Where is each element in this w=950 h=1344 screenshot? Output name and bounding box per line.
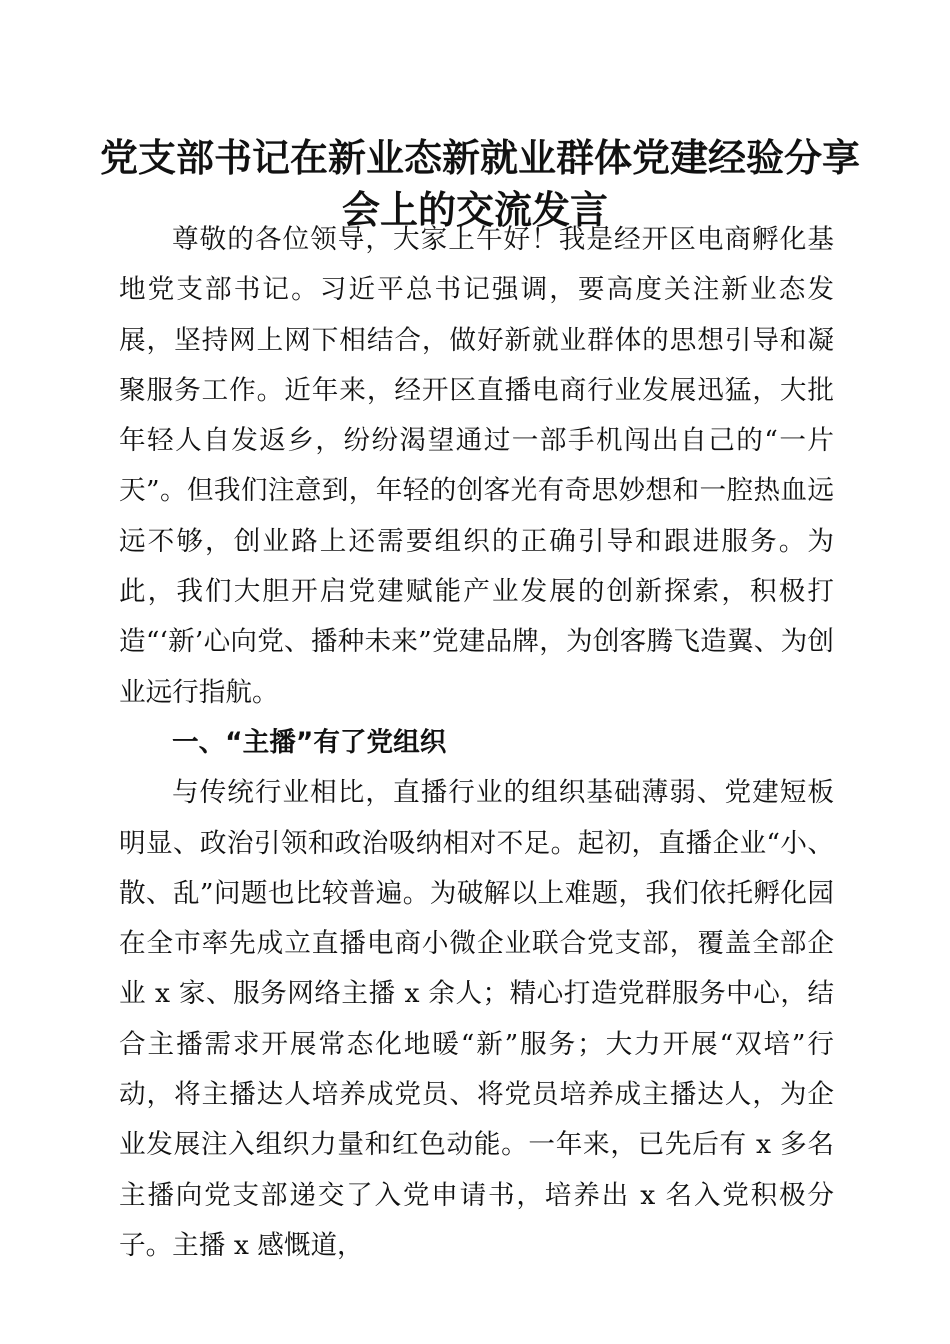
paragraph-section-1: 与传统行业相比，直播行业的组织基础薄弱、党建短板明显、政治引领和政治吸纳相对不足。起初，直播企业“小、散、乱”问题也比较普遍。为破解以上难题，我们依托孵化园在全市率先成立直播电商小微企业联合党支部，覆盖全部企业 x 家、服务网络主播 x 余人；精心打造党群服务中心，结合主播需求开展常态化地暖“新”服务；大力开展“双培”行动，将主播达人培养成党员、将党员培养成主播达人，为企业发展注入组织力量和红色动能。一年来，已先后有 x 多名主播向党支部递交了入党申请书，培养出 x 名入党积极分子。主播 x 感慨道，: [119, 777, 834, 1261]
title-line-1: 党支部书记在新业态新就业群体党建经验分享: [100, 136, 861, 180]
section-heading-1: 一、“主播”有了党组织: [172, 726, 447, 758]
title-line-2: 会上的交流发言: [341, 188, 608, 232]
document-body: [119, 215, 834, 1271]
paragraph-opening: 尊敬的各位领导，大家上午好！我是经开区电商孵化基地党支部书记。习近平总书记强调，要高度关注新业态发展，坚持网上网下相结合，做好新就业群体的思想引导和凝聚服务工作。近年来，经开区直播电商行业发展迅猛，大批年轻人自发返乡，纷纷渴望通过一部手机闯出自己的“一片天”。但我们注意到，年轻的创客光有奇思妙想和一腔热血远远不够，创业路上还需要组织的正确引导和跟进服务。为此，我们大胆开启党建赋能产业发展的创新探索，积极打造“‘新’心向党、播种未来”党建品牌，为创客腾飞造翼、为创业远行指航。: [119, 224, 834, 708]
